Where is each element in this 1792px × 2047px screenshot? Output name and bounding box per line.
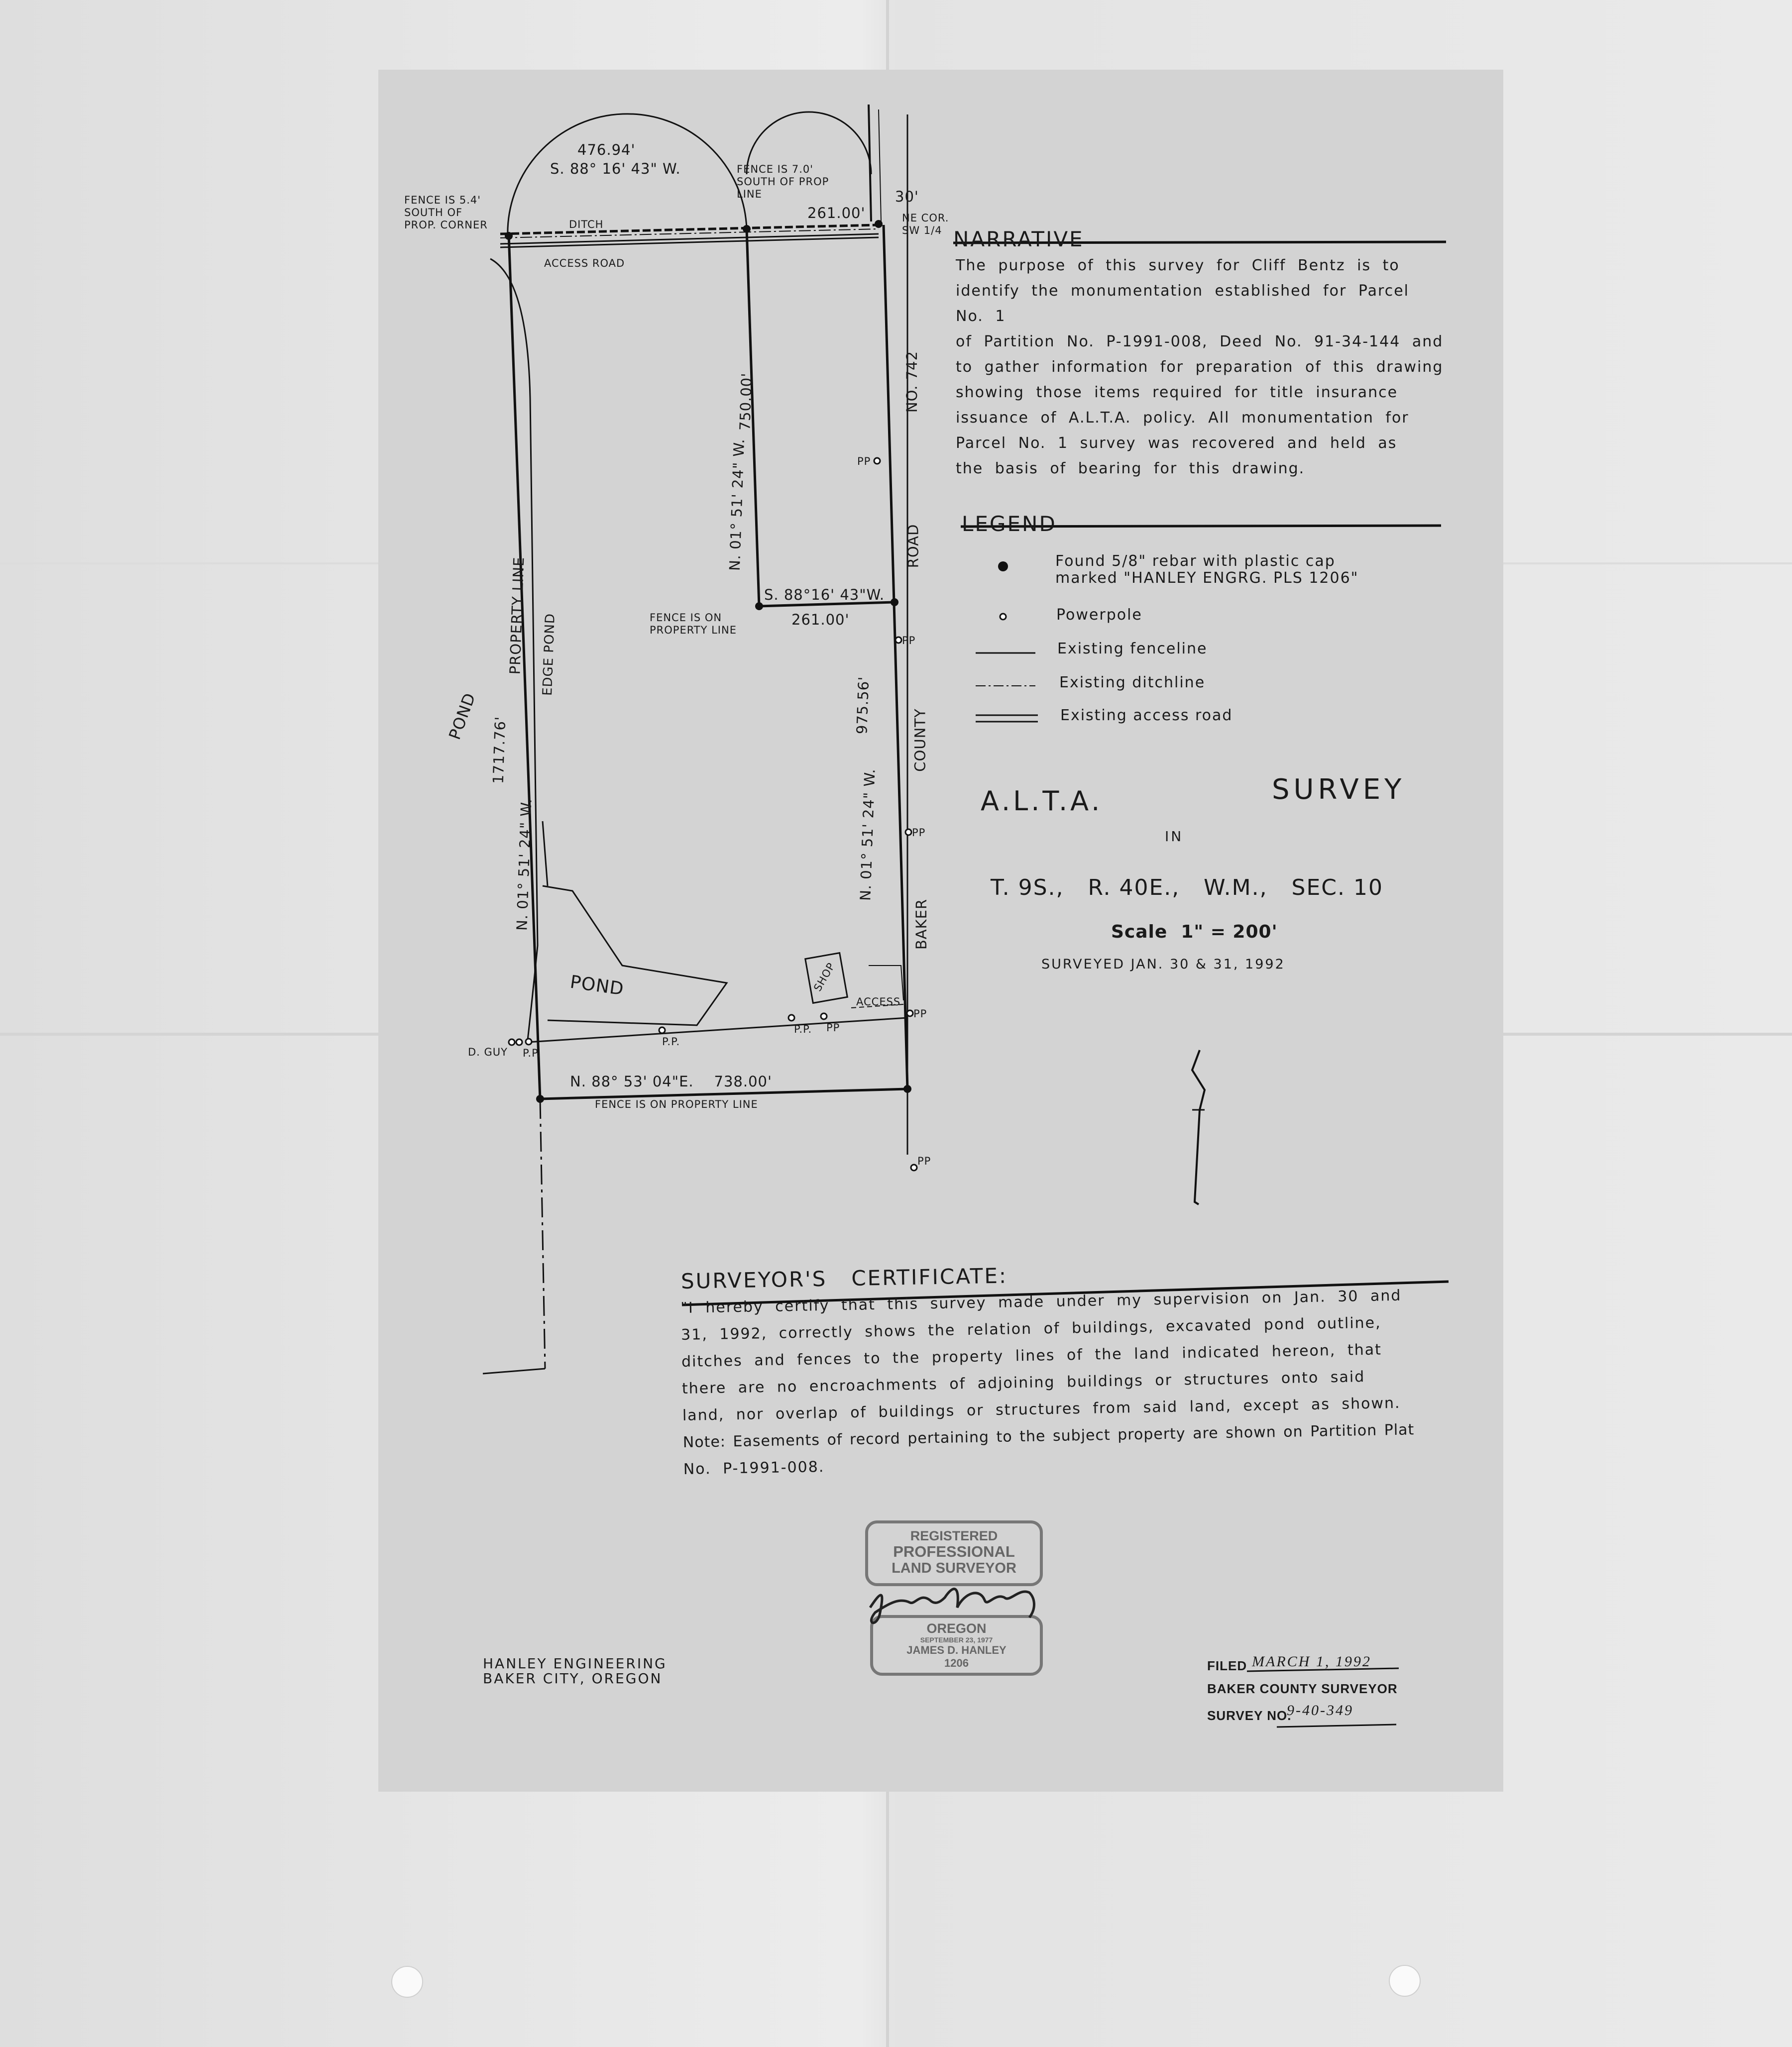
fence-on-prop-1: FENCE IS ON [650, 612, 722, 624]
certificate-line-4: there are no encroachments of adjoining buildings or structures onto said [681, 1368, 1365, 1398]
east-bearing: N. 01° 51' 24" W. [857, 768, 879, 901]
narrative-line-2: identify the monumentation established for Parcel No. 1 [956, 282, 1409, 325]
inner-bearing: N. 01° 51' 24" W. [726, 438, 748, 571]
survey-no-value: 9-40-349 [1287, 1702, 1353, 1719]
east-dim: 975.56' [853, 676, 873, 735]
certificate-body [680, 1282, 1460, 1483]
certificate-line-1: "I hereby certify that this survey made under my supervision on Jan. 30 and [680, 1287, 1402, 1317]
stamp-state: OREGON [926, 1621, 987, 1636]
access-road-label: ACCESS ROAD [544, 257, 625, 269]
fence-note-left-3: PROP. CORNER [404, 219, 488, 231]
legend-fence: Existing fenceline [1057, 640, 1208, 657]
narrative-line-8: the basis of bearing for this drawing. [956, 460, 1305, 477]
south-fence-note: FENCE IS ON PROPERTY LINE [595, 1098, 758, 1110]
certificate-line-5: land, nor overlap of buildings or structures from said land, except as shown. [682, 1394, 1401, 1424]
narrative-title: NARRATIVE [953, 227, 1084, 251]
stamp-line-1: REGISTERED [910, 1528, 998, 1543]
surveyed-label: SURVEYED JAN. 30 & 31, 1992 [1041, 957, 1285, 972]
pp-label-1: P.P. [523, 1047, 541, 1059]
ditch-label: DITCH [569, 218, 604, 230]
narrative-line-7: Parcel No. 1 survey was recovered and held as [956, 434, 1397, 452]
pp-label-7: PP [902, 635, 916, 646]
pond-inner-label: POND [568, 971, 626, 1000]
ne-cor-2: SW 1/4 [902, 224, 942, 236]
narrative-line-3: of Partition No. P-1991-008, Deed No. 91-34-144 and [956, 333, 1444, 350]
pp-label-8: PP [912, 827, 926, 839]
pp-label-5: PP [913, 1008, 927, 1020]
property-line-label: PROPERTY LINE [506, 556, 528, 675]
legend-access: Existing access road [1060, 707, 1233, 724]
dim-261-top: 261.00' [807, 205, 866, 221]
firm-line-1: HANLEY ENGINEERING [483, 1655, 667, 1672]
stamp-line-3: LAND SURVEYOR [892, 1560, 1016, 1576]
certificate-line-3: ditches and fences to the property lines of the land indicated hereon, that [681, 1341, 1382, 1371]
scale-label: Scale 1" = 200' [1111, 922, 1278, 942]
inner-south-dim: 261.00' [791, 611, 850, 628]
county-surveyor-line: BAKER COUNTY SURVEYOR [1207, 1681, 1398, 1696]
legend-rebar-2: marked "HANLEY ENGRG. PLS 1206" [1055, 569, 1359, 587]
top-bearing: S. 88° 16' 43" W. [550, 160, 681, 177]
filed-date: MARCH 1, 1992 [1252, 1653, 1371, 1670]
west-dim: 1717.76' [489, 716, 509, 784]
fence-note-mid-1: FENCE IS 7.0' [737, 163, 814, 175]
certificate-line-6: Note: Easements of record pertaining to the subject property are shown on Partition Plat [682, 1421, 1415, 1451]
baker-word: BAKER [913, 898, 930, 950]
certificate-line-7: No. P-1991-008. [683, 1458, 825, 1478]
road-no: NO. 742 [903, 350, 921, 413]
narrative-line-4: to gather information for preparation of this drawing [956, 358, 1444, 376]
signature [860, 1573, 1049, 1632]
south-bearing-dim: N. 88° 53' 04"E. 738.00' [570, 1073, 772, 1090]
legend-title: LEGEND [962, 512, 1057, 536]
pp-label-3: P.P. [794, 1023, 812, 1035]
road-word: ROAD [904, 524, 922, 568]
d-guy-label: D. GUY [468, 1046, 508, 1058]
dim-30: 30' [895, 188, 919, 205]
fence-note-mid-3: LINE [737, 188, 762, 200]
certificate-line-2: 31, 1992, correctly shows the relation of buildings, excavated pond outline, [680, 1314, 1381, 1344]
pp-label-6: PP [857, 455, 871, 467]
fence-on-prop-2: PROPERTY LINE [650, 624, 737, 636]
legend-rebar-1: Found 5/8" rebar with plastic cap [1055, 552, 1336, 570]
survey-title: SURVEY [1272, 773, 1406, 806]
pp-label-4: PP [826, 1022, 840, 1034]
stamp-name: JAMES D. HANLEY [906, 1644, 1007, 1656]
narrative-line-1: The purpose of this survey for Cliff Bentz is to [956, 257, 1400, 274]
certificate-title: SURVEYOR'S CERTIFICATE: [680, 1263, 1008, 1293]
stamp-number: 1206 [944, 1657, 969, 1669]
alta-title: A.L.T.A. [981, 785, 1103, 817]
stamp-line-2: PROFESSIONAL [893, 1543, 1015, 1560]
fence-note-mid-2: SOUTH OF PROP [737, 176, 829, 188]
top-dimension: 476.94' [577, 141, 636, 158]
inner-dim: 750.00' [736, 372, 756, 431]
survey-no-label: SURVEY NO. [1207, 1708, 1292, 1723]
legend-powerpole: Powerpole [1056, 606, 1142, 624]
stamp-date: SEPTEMBER 23, 1977 [920, 1636, 993, 1644]
pp-label-9: PP [917, 1155, 931, 1167]
pond-west-label: POND [445, 690, 479, 743]
inner-south-bearing: S. 88°16' 43"W. [764, 586, 885, 603]
edge-pond-label: EDGE POND [540, 613, 558, 696]
legend-ditch: Existing ditchline [1059, 674, 1206, 691]
location-label: T. 9S., R. 40E., W.M., SEC. 10 [991, 875, 1383, 900]
firm-line-2: BAKER CITY, OREGON [483, 1670, 663, 1687]
fence-note-left-1: FENCE IS 5.4' [404, 194, 481, 206]
ne-cor-1: NE COR. [902, 212, 949, 224]
county-word: COUNTY [911, 708, 929, 772]
shop-label: SHOP [811, 961, 838, 993]
filed-label: FILED [1207, 1658, 1247, 1673]
fence-note-left-2: SOUTH OF [404, 207, 463, 218]
narrative-body [956, 253, 1449, 481]
access-small-label: ACCESS [856, 996, 901, 1008]
pp-label-2: P.P. [662, 1036, 680, 1048]
narrative-line-5: showing those items required for title insurance [956, 384, 1398, 401]
west-bearing: N. 01° 51' 24" W. [513, 798, 535, 931]
in-label: IN [1165, 828, 1184, 845]
narrative-line-6: issuance of A.L.T.A. policy. All monumentation for [956, 409, 1409, 427]
